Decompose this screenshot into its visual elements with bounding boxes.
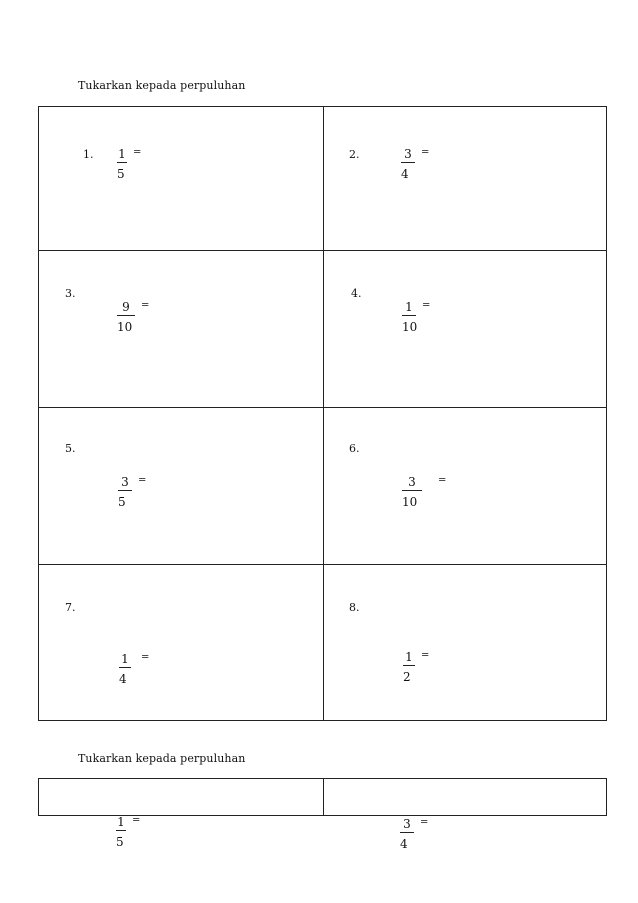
question-number: 8. xyxy=(349,601,360,614)
column-divider xyxy=(323,107,324,720)
denominator: 5 xyxy=(117,167,125,181)
numerator: 3 xyxy=(401,148,415,163)
equals-sign: = xyxy=(422,300,431,311)
numerator: 1 xyxy=(118,147,126,161)
equals-sign: = xyxy=(421,147,430,158)
fraction xyxy=(402,300,431,334)
denominator: 5 xyxy=(116,835,124,849)
numerator: 1 xyxy=(119,653,131,668)
equals-sign: = xyxy=(141,300,150,311)
denominator: 10 xyxy=(117,320,133,334)
row-divider xyxy=(39,564,606,565)
equals-sign: = xyxy=(141,652,150,663)
question-grid-2 xyxy=(38,778,607,816)
equals-sign: = xyxy=(421,650,430,661)
question-number: 3. xyxy=(65,287,76,300)
numerator: 1 xyxy=(403,651,415,666)
question-number: 4. xyxy=(351,287,362,300)
fraction xyxy=(402,475,447,509)
denominator: 4 xyxy=(400,837,408,851)
question-number: 2. xyxy=(349,148,360,161)
denominator: 5 xyxy=(118,495,126,509)
denominator: 4 xyxy=(119,672,127,686)
equals-sign: = xyxy=(438,475,447,486)
fraction xyxy=(400,817,429,851)
denominator: 10 xyxy=(402,495,418,509)
row-divider xyxy=(39,250,606,251)
worksheet-heading-2: Tukarkan kepada perpuluhan xyxy=(78,752,246,765)
fraction xyxy=(118,475,147,509)
denominator: 10 xyxy=(402,320,418,334)
equals-sign: = xyxy=(133,147,142,158)
numerator: 3 xyxy=(400,818,414,833)
numerator: 1 xyxy=(402,301,416,316)
equals-sign: = xyxy=(138,475,147,486)
fraction xyxy=(119,652,150,686)
question-grid xyxy=(38,106,607,721)
fraction xyxy=(401,147,430,181)
row-divider xyxy=(39,407,606,408)
fraction xyxy=(117,300,150,334)
denominator: 2 xyxy=(403,670,411,684)
numerator: 3 xyxy=(118,476,132,491)
question-number: 1. xyxy=(83,148,94,161)
numerator: 3 xyxy=(402,476,422,491)
fraction xyxy=(117,147,142,181)
numerator: 1 xyxy=(117,815,125,829)
question-number: 5. xyxy=(65,442,76,455)
denominator: 4 xyxy=(401,167,409,181)
equals-sign: = xyxy=(420,817,429,828)
worksheet-heading: Tukarkan kepada perpuluhan xyxy=(78,79,246,92)
question-number: 6. xyxy=(349,442,360,455)
equals-sign: = xyxy=(132,815,141,826)
column-divider xyxy=(323,779,324,815)
fraction xyxy=(116,815,141,849)
question-number: 7. xyxy=(65,601,76,614)
fraction xyxy=(403,650,430,684)
numerator: 9 xyxy=(117,301,135,316)
